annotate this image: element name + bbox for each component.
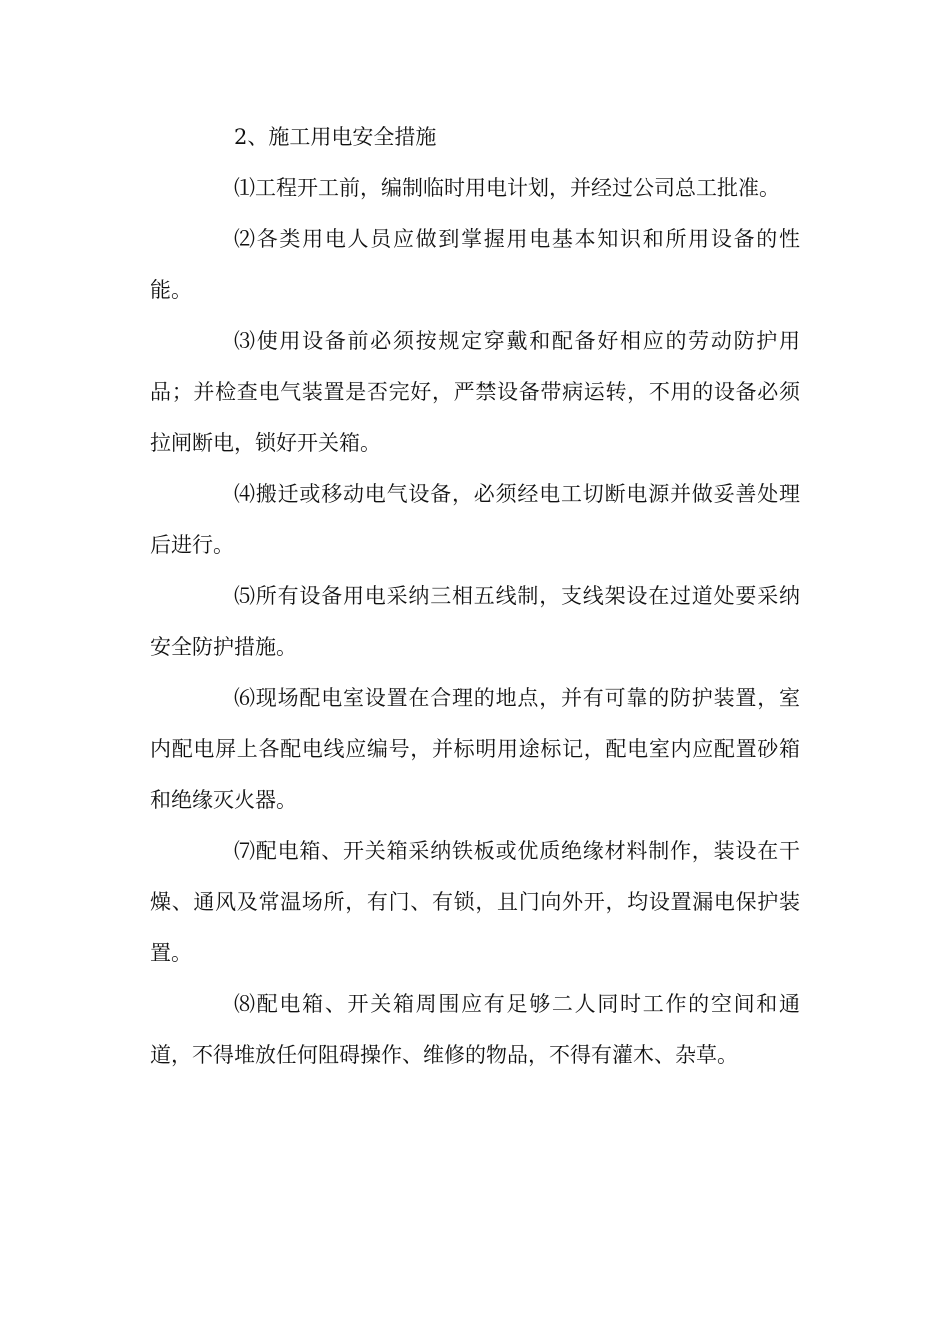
paragraph-3: ⑶使用设备前必须按规定穿戴和配备好相应的劳动防护用品；并检查电气装置是否完好，严禁设备带病运转，不用的设备必须拉闸断电，锁好开关箱。 — [150, 329, 800, 455]
paragraph-4: ⑷搬迁或移动电气设备，必须经电工切断电源并做妥善处理后进行。 — [150, 482, 800, 557]
paragraph-5: ⑸所有设备用电采纳三相五线制，支线架设在过道处要采纳安全防护措施。 — [150, 584, 800, 659]
paragraph-7: ⑺配电箱、开关箱采纳铁板或优质绝缘材料制作，装设在干燥、通风及常温场所，有门、有锁，且门向外开，均设置漏电保护装置。 — [150, 839, 800, 965]
paragraph-6: ⑹现场配电室设置在合理的地点，并有可靠的防护装置，室内配电屏上各配电线应编号，并标明用途标记，配电室内应配置砂箱和绝缘灭火器。 — [150, 686, 800, 812]
paragraph-8: ⑻配电箱、开关箱周围应有足够二人同时工作的空间和通道，不得堆放任何阻碍操作、维修的物品，不得有灌木、杂草。 — [150, 992, 800, 1067]
paragraph-1: ⑴工程开工前，编制临时用电计划，并经过公司总工批准。 — [234, 176, 780, 200]
section-heading: 2、施工用电安全措施 — [234, 125, 437, 149]
document-body — [150, 112, 800, 1081]
paragraph-2: ⑵各类用电人员应做到掌握用电基本知识和所用设备的性能。 — [150, 227, 800, 302]
